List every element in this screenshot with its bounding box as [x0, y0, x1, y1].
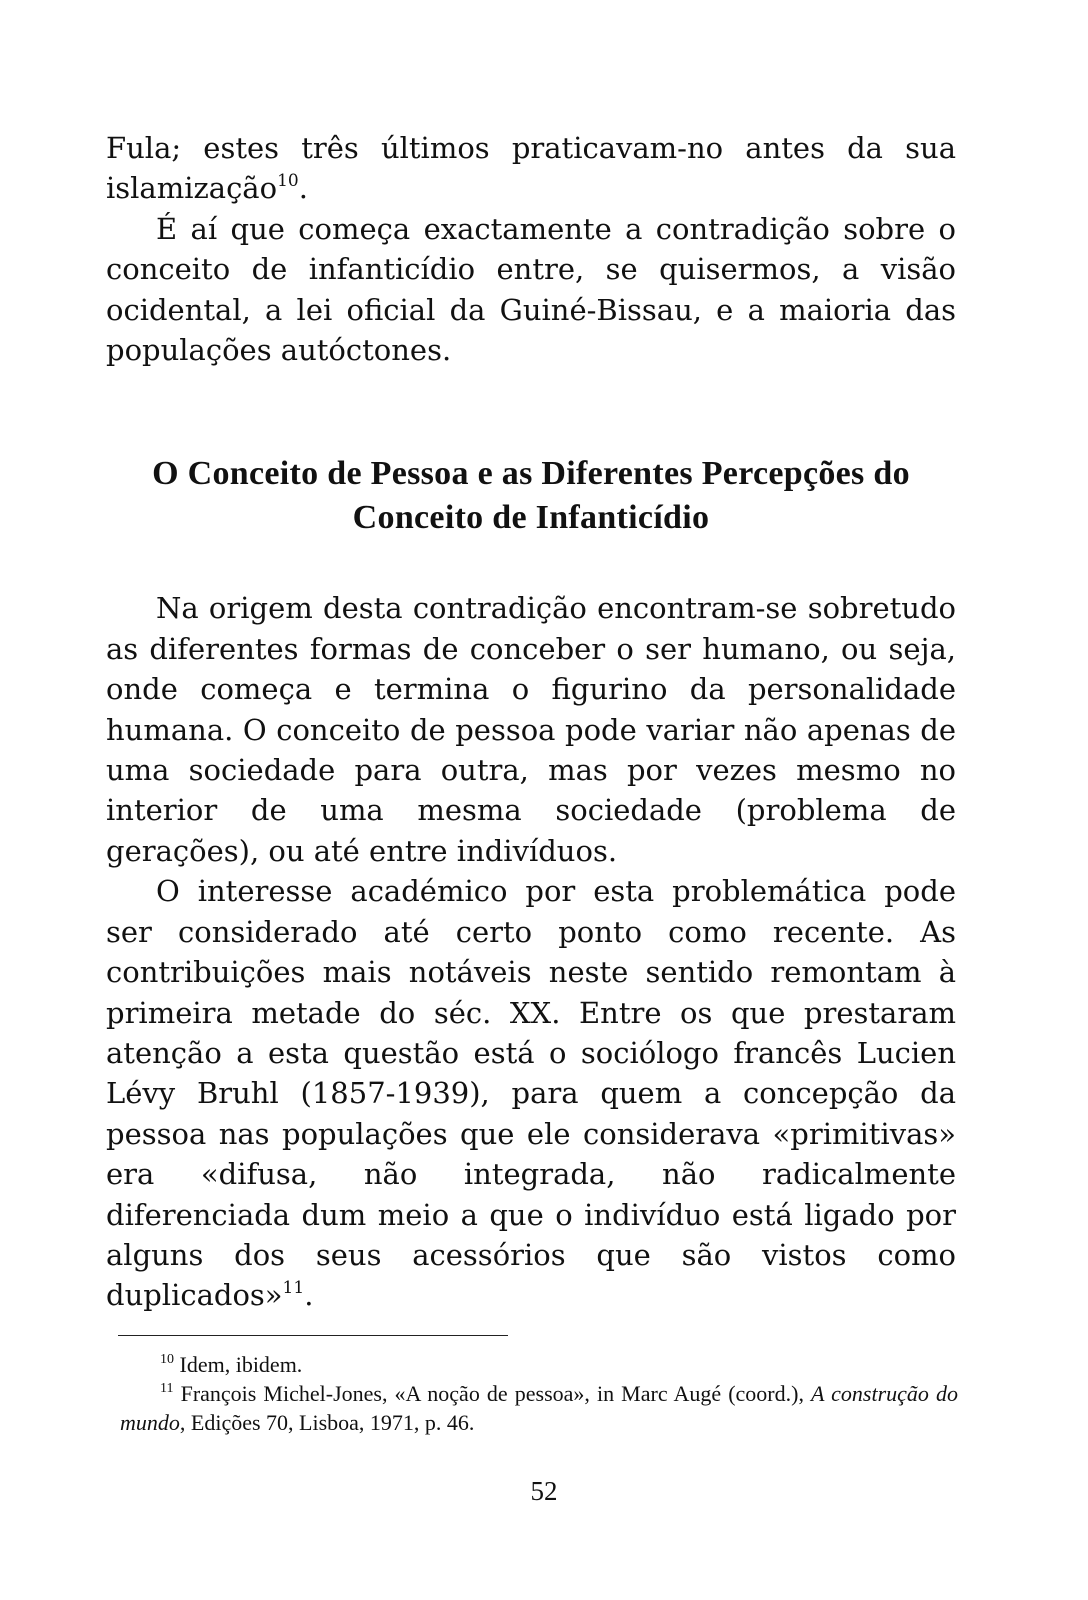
footnote-divider — [118, 1335, 508, 1336]
section-heading — [106, 452, 956, 540]
section-paragraph-1: Na origem desta contradição encontram-se sobretudo as diferentes formas de conceber o ser humano, ou seja, onde começa e termina o figurino da personalidade humana. O conceito de pessoa pode variar não apenas de uma sociedade para outra, mas por vezes mesmo no interior de uma mesma sociedade (problema de gerações), ou até entre indivíduos. — [106, 591, 956, 868]
footnotes — [120, 1350, 958, 1437]
intro-paragraph-1 — [106, 128, 956, 209]
intro-paragraph-1-end: . — [298, 171, 308, 206]
footnote-text: Idem, ibidem. — [179, 1352, 303, 1377]
intro-paragraph-2: É aí que começa exactamente a contradição sobre o conceito de infanticídio entre, se quisermos, a visão ocidental, a lei oficial da Guiné-Bissau, e a maioria das populações autóctones. — [106, 211, 956, 368]
page-number: 52 — [530, 1476, 558, 1506]
footnote-10 — [120, 1350, 958, 1379]
footnote-ref-10[interactable]: 10 — [277, 171, 299, 192]
footnote-number: 10 — [160, 1352, 174, 1367]
intro-paragraph-1-text: Fula; estes três últimos praticavam-no antes da sua islamização — [106, 131, 956, 206]
footnote-11 — [120, 1379, 958, 1437]
section-paragraph-2-text: O interesse académico por esta problemática pode ser considerado até certo ponto como recente. As contribuições mais notáveis neste sentido remontam à primeira metade do séc. XX. Entre os que prestaram atenção a esta questão está o sociólogo francês Lucien Lévy Bruhl (1857-1939), para quem a concepção da pessoa nas populações que ele considerava «primitivas» era «difusa, não integrada, não radicalmente diferenciada dum meio a que o indivíduo está ligado por alguns dos seus acessórios que são vistos como duplicados» — [106, 874, 956, 1313]
section-paragraph-2-end: . — [304, 1278, 314, 1313]
footnote-text-a: François Michel-Jones, «A noção de pessoa», in Marc Augé (coord.), — [180, 1381, 812, 1406]
footnote-book-title: A construção do mundo — [120, 1381, 959, 1435]
footnote-number: 11 — [160, 1381, 174, 1396]
section-paragraph-2 — [106, 871, 956, 1315]
page-body — [106, 128, 956, 1316]
section-heading-line-2: Conceito de Infanticídio — [352, 499, 710, 537]
footnote-ref-11[interactable]: 11 — [282, 1278, 305, 1299]
section-heading-line-1: O Conceito de Pessoa e as Diferentes Percepções do — [152, 455, 910, 493]
footnote-text-b: , Edições 70, Lisboa, 1971, p. 46. — [179, 1410, 475, 1435]
